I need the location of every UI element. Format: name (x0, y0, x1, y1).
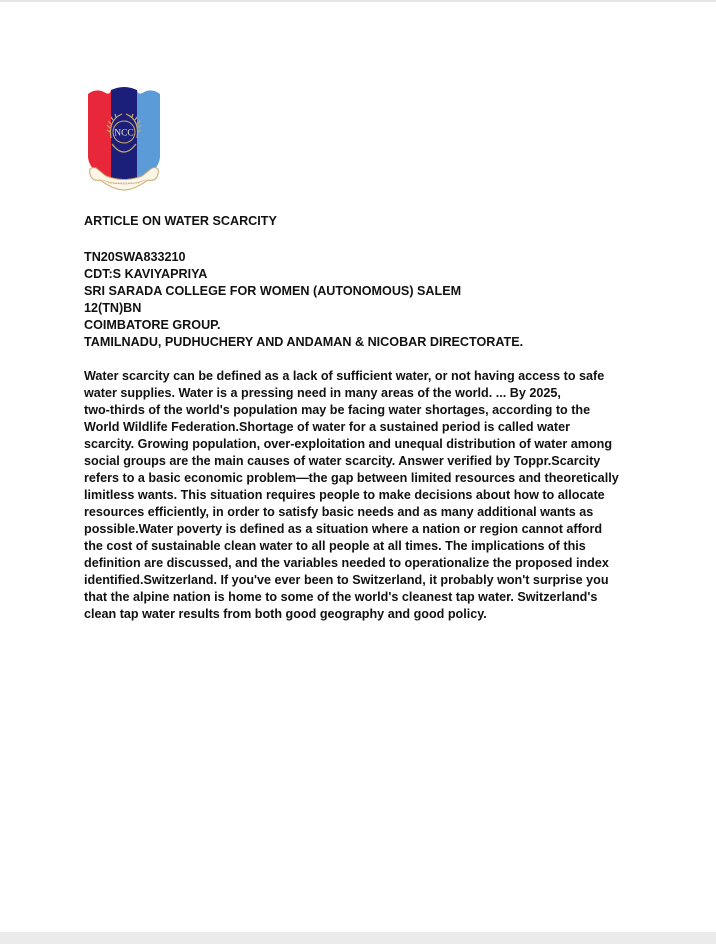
article-body (84, 368, 644, 623)
bottom-edge-band (0, 932, 716, 944)
body-line: that the alpine nation is home to some of the world's cleanest tap water. Switzerland's (84, 590, 598, 604)
body-line: definition are discussed, and the variables needed to operationalize the proposed index (84, 556, 609, 570)
group-name: COIMBATORE GROUP. (84, 318, 221, 332)
body-line: clean tap water results from both good geography and good policy. (84, 607, 487, 621)
article-title: ARTICLE ON WATER SCARCITY (84, 214, 277, 228)
body-line: Water scarcity can be defined as a lack of sufficient water, or not having access to safe (84, 369, 605, 383)
body-line: social groups are the main causes of water scarcity. Answer verified by Toppr.Scarcity (84, 454, 601, 468)
cadet-info-block (84, 249, 523, 351)
body-line: identified.Switzerland. If you've ever been to Switzerland, it probably won't surprise you (84, 573, 609, 587)
logo-ncc-text: NCC (114, 128, 134, 139)
cadet-name: CDT:S KAVIYAPRIYA (84, 267, 208, 281)
body-line: possible.Water poverty is defined as a situation where a nation or region cannot afford (84, 522, 603, 536)
body-line: two-thirds of the world's population may be facing water shortages, according to the (84, 403, 591, 417)
body-line: scarcity. Growing population, over-exploitation and unequal distribution of water among (84, 437, 613, 451)
body-line: World Wildlife Federation.Shortage of water for a sustained period is called water (84, 420, 571, 434)
battalion: 12(TN)BN (84, 301, 142, 315)
ncc-logo (84, 86, 164, 194)
body-line: refers to a basic economic problem—the gap between limited resources and theoretically (84, 471, 619, 485)
body-line: the cost of sustainable clean water to all people at all times. The implications of this (84, 539, 586, 553)
body-line: resources efficiently, in order to satisfy basic needs and as many additional wants as (84, 505, 594, 519)
cadet-regimental-number: TN20SWA833210 (84, 250, 186, 264)
body-line: water supplies. Water is a pressing need in many areas of the world. ... By 2025, (84, 386, 561, 400)
body-line: limitless wants. This situation requires people to make decisions about how to allocate (84, 488, 605, 502)
college-name: SRI SARADA COLLEGE FOR WOMEN (AUTONOMOUS) SALEM (84, 284, 462, 298)
directorate-name: TAMILNADU, PUDHUCHERY AND ANDAMAN & NICOBAR DIRECTORATE. (84, 335, 524, 349)
